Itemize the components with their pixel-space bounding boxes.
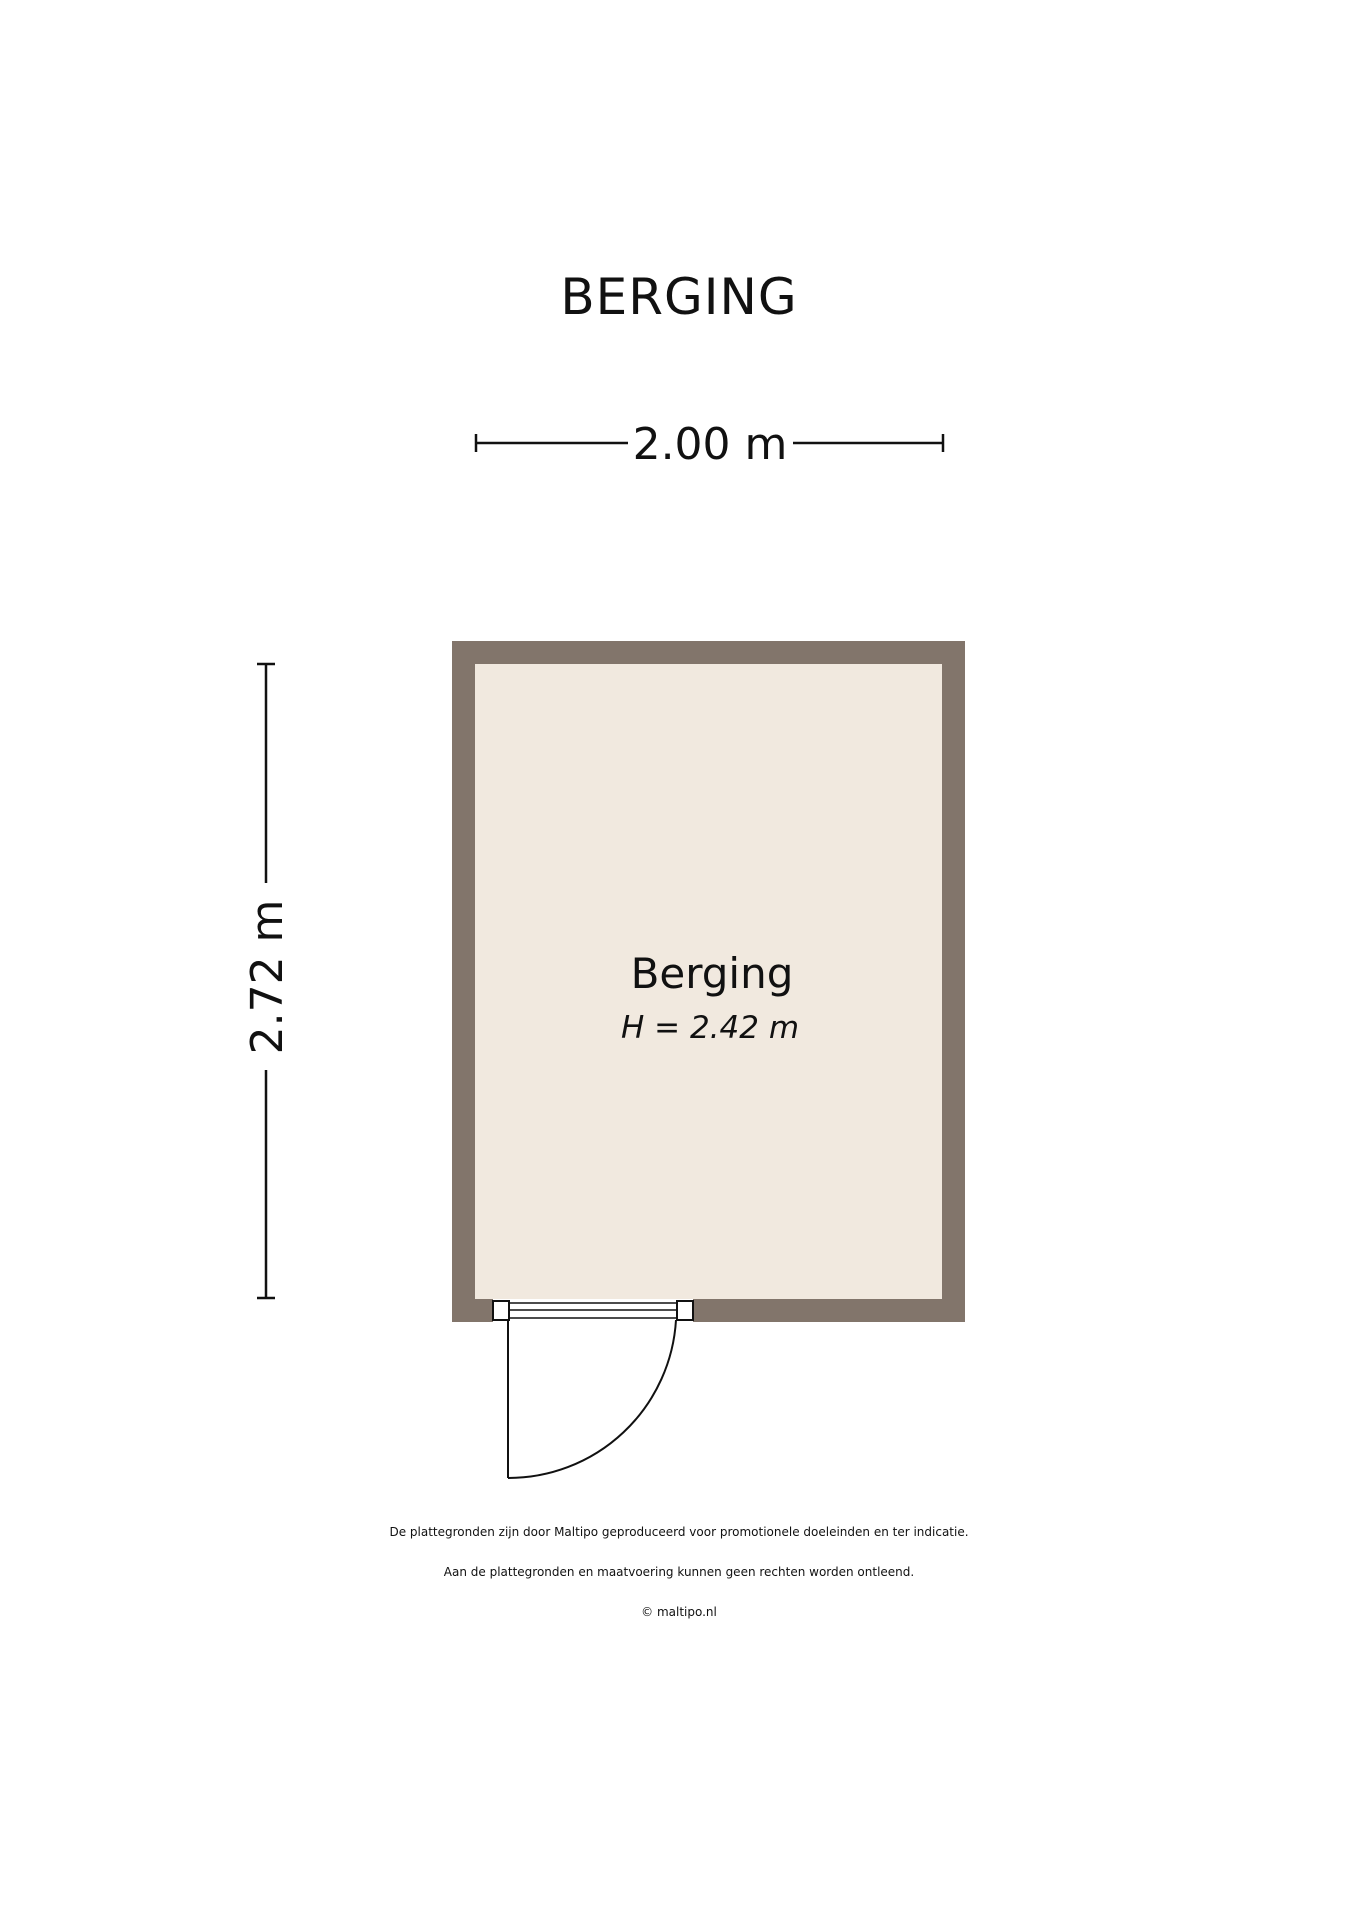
depth-dimension-label: 2.72 m [242, 899, 293, 1055]
disclaimer-line-1: De plattegronden zijn door Maltipo geproduceerd voor promotionele doeleinden en ter indicatie. [389, 1525, 969, 1539]
room-name: Berging [630, 949, 794, 998]
disclaimer [0, 1512, 1358, 1632]
page-title: BERGING [560, 268, 798, 326]
disclaimer-line-2: Aan de plattegronden en maatvoering kunnen geen rechten worden ontleend. [443, 1565, 915, 1579]
room-height: H = 2.42 m [620, 1010, 800, 1046]
door [493, 1299, 693, 1478]
width-dimension-label: 2.00 m [632, 419, 788, 470]
door-frame-right [677, 1301, 693, 1320]
door-swing-arc [508, 1320, 676, 1478]
door-frame-left [493, 1301, 509, 1320]
width-dimension [476, 419, 943, 470]
depth-dimension [242, 664, 293, 1298]
copyright: © maltipo.nl [641, 1605, 717, 1619]
